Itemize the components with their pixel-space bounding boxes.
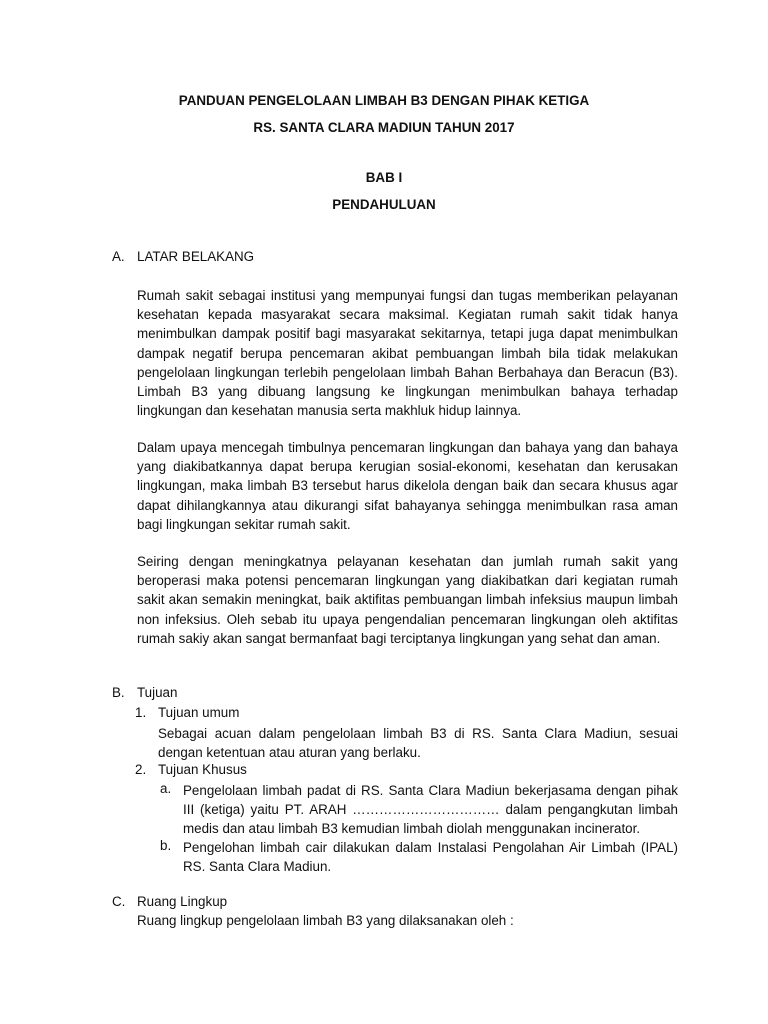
item-2-title: Tujuan Khusus [158, 762, 247, 777]
subitem-b-text: Pengelohan limbah cair dilakukan dalam Instalasi Pengolahan Air Limbah (IPAL) RS. Santa Clara Madiun. [183, 840, 678, 875]
item-1-text: Sebagai acuan dalam pengelolaan limbah B3 di RS. Santa Clara Madiun, sesuai dengan ketentuan atau aturan yang berlaku. [158, 726, 678, 761]
document-title: PANDUAN PENGELOLAAN LIMBAH B3 DENGAN PIHAK KETIGA [178, 93, 590, 108]
section-c-marker: C. [112, 894, 126, 909]
section-b-heading: Tujuan [137, 685, 178, 700]
section-a-heading: LATAR BELAKANG [137, 249, 255, 264]
section-a-paragraph-2: Dalam upaya mencegah timbulnya pencemaran lingkungan dan bahaya yang dan bahaya yang diakibatkannya dapat berupa kerugian sosial-ekonomi, kesehatan dan kerusakan lingkungan, maka limbah B3 tersebut harus dikelola dengan baik dan secara khusus agar dapat dihilangkannya atau dikurangi sifat bahayanya sehingga menimbulkan rasa aman bagi lingkungan sekitar rumah sakit. [137, 440, 678, 532]
chapter-number: BAB I [365, 170, 403, 185]
item-1-marker: 1. [135, 705, 147, 720]
item-2-marker: 2. [135, 762, 147, 777]
chapter-title: PENDAHULUAN [332, 197, 436, 212]
section-c-text: Ruang lingkup pengelolaan limbah B3 yang dilaksanakan oleh : [137, 913, 514, 928]
section-a-marker: A. [112, 249, 125, 264]
section-a-paragraph-1: Rumah sakit sebagai institusi yang mempunyai fungsi dan tugas memberikan pelayanan kesehatan kepada masyarakat secara maksimal. Kegiatan rumah sakit tidak hanya menimbulkan dampak positif bagi masyarakat sekitarnya, tetapi juga dapat menimbulkan dampak negatif berupa pencemaran akibat pembuangan limbah bila tidak melakukan pengelolaan lingkungan terlebih pengelolaan limbah Bahan Berbahaya dan Beracun (B3). Limbah B3 yang dibuang langsung ke lingkungan menimbulkan bahaya terhadap lingkungan dan kesehatan manusia serta makhluk hidup lainnya. [137, 288, 678, 419]
section-a-paragraph-3: Seiring dengan meningkatnya pelayanan kesehatan dan jumlah rumah sakit yang beroperasi maka potensi pencemaran lingkungan yang diakibatkan dari kegiatan rumah sakit akan semakin meningkat, baik aktifitas pembuangan limbah infeksius maupun limbah non infeksius. Oleh sebab itu upaya pengendalian pencemaran lingkungan oleh aktifitas rumah sakiy akan sangat bermanfaat bagi terciptanya lingkungan yang sehat dan aman. [137, 554, 678, 646]
section-b-marker: B. [112, 685, 125, 700]
subitem-a-text: Pengelolaan limbah padat di RS. Santa Clara Madiun bekerjasama dengan pihak III (ketiga) yaitu PT. ARAH …………………………… dalam pengangkutan limbah medis dan atau limbah B3 kemudian limbah diolah menggunakan incinerator. [183, 783, 678, 837]
item-1-title: Tujuan umum [158, 705, 240, 720]
subitem-a-marker: a. [160, 781, 172, 796]
subitem-b-marker: b. [160, 838, 172, 853]
document-subtitle: RS. SANTA CLARA MADIUN TAHUN 2017 [253, 120, 515, 135]
section-c-heading: Ruang Lingkup [137, 894, 228, 909]
